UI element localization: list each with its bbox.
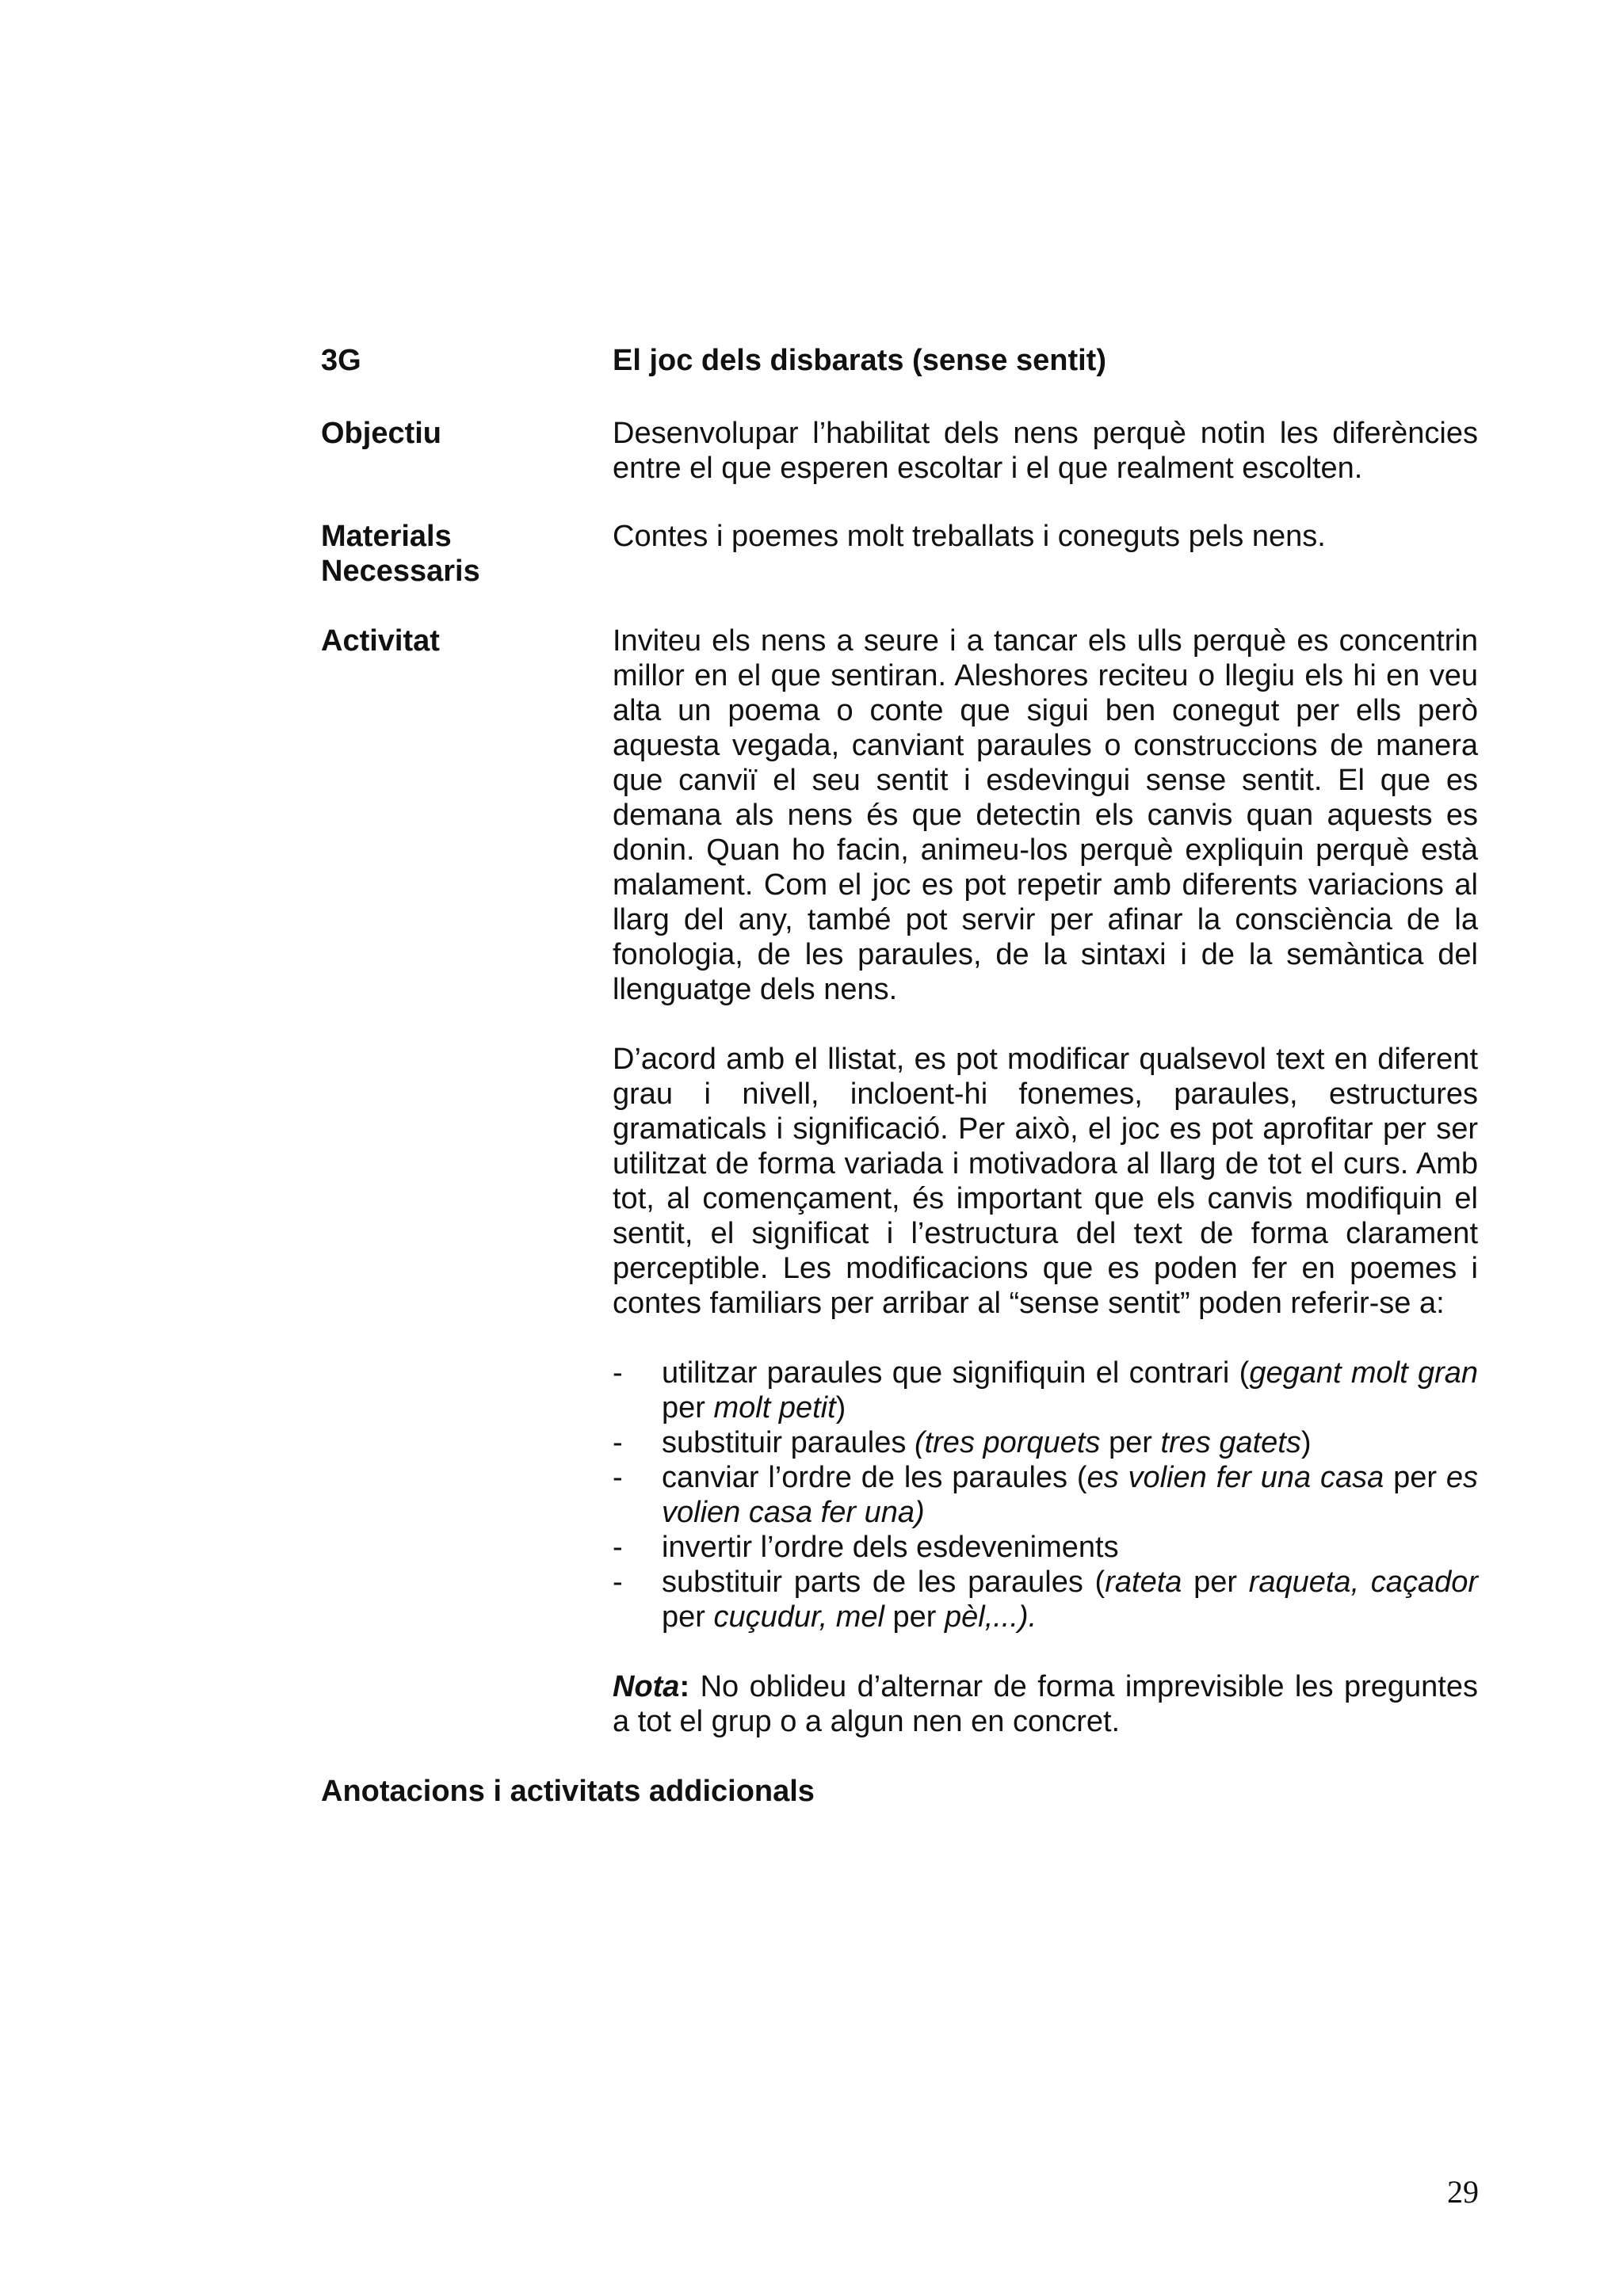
materials-text [613, 519, 1478, 554]
objectiu-label: Objectiu [321, 417, 442, 450]
modifications-list [613, 1356, 1478, 1634]
note-text: No oblideu d’alternar de forma imprevisible les preguntes a tot el grup o a algun nen en concret. [613, 1670, 1478, 1738]
objectiu-paragraph: Desenvolupar l’habilitat dels nens perquè notin les diferències entre el que esperen escoltar i el que realment escolten. [613, 417, 1478, 485]
activitat-label: Activitat [321, 624, 440, 658]
note-paragraph: Nota: No oblideu d’alternar de forma imprevisible les preguntes a tot el grup o a algun nen en concret. [613, 1670, 1478, 1738]
section-title: El joc dels disbarats (sense sentit) [613, 344, 1106, 377]
materials-label-line2: Necessaris [321, 555, 480, 588]
list-dash: - [613, 1426, 623, 1459]
objectiu-text [613, 416, 1478, 486]
activitat-paragraph-1 [613, 624, 1478, 1007]
activitat-paragraph-1-text: Inviteu els nens a seure i a tancar els ulls perquè es concentrin millor en el que sentiran. Aleshores reciteu o llegiu els hi en veu alta un poema o conte que sigui ben conegut per ells però aquesta vegada, canviant paraules o construccions de manera que canviï el seu sentit i esdevingui sense sentit. El que es demana als nens és que detectin els canvis quan aquests es donin. Quan ho facin, animeu-los perquè expliquin perquè està malament. Com el joc es pot repetir amb diferents variacions al llarg del any, també pot servir per afinar la consciència de la fonologia, de les paraules, de la sintaxi i de la semàntica del llenguatge dels nens. [613, 624, 1478, 1006]
list-dash: - [613, 1356, 623, 1390]
list-item: - utilitzar paraules que signifiquin el contrari (gegant molt gran per molt petit) [613, 1356, 1478, 1425]
list-dash: - [613, 1461, 623, 1494]
list-item: - invertir l’ordre dels esdeveniments [613, 1531, 1119, 1564]
annotations-heading: Anotacions i activitats addicionals [321, 1775, 815, 1808]
materials-label-line1: Materials [321, 520, 452, 553]
page-number: 29 [1447, 2174, 1479, 2210]
materials-label [321, 519, 480, 589]
note-block [613, 1669, 1478, 1739]
activitat-paragraph-2 [613, 1042, 1478, 1321]
list-dash: - [613, 1566, 623, 1599]
list-item: - substituir parts de les paraules (rateta per raqueta, caçador per cuçudur, mel per pèl,...). [613, 1566, 1478, 1634]
list-dash: - [613, 1531, 623, 1564]
section-code: 3G [321, 344, 361, 377]
list-item: - substituir paraules (tres porquets per tres gatets) [613, 1426, 1312, 1459]
list-item: - canviar l’ordre de les paraules (es volien fer una casa per es volien casa fer una) [613, 1461, 1479, 1529]
materials-paragraph: Contes i poemes molt treballats i coneguts pels nens. [613, 520, 1326, 553]
note-label: Nota [613, 1670, 680, 1703]
activitat-paragraph-2-text: D’acord amb el llistat, es pot modificar qualsevol text en diferent grau i nivell, incloent-hi fonemes, paraules, estructures gramaticals i significació. Per això, el joc es pot aprofitar per ser utilitzat de forma variada i motivadora al llarg de tot el curs. Amb tot, al començament, és important que els canvis modifiquin el sentit, el significat i l’estructura del text de forma clarament perceptible. Les modificacions que es poden fer en poemes i contes familiars per arribar al “sense sentit” poden referir-se a: [613, 1043, 1478, 1320]
